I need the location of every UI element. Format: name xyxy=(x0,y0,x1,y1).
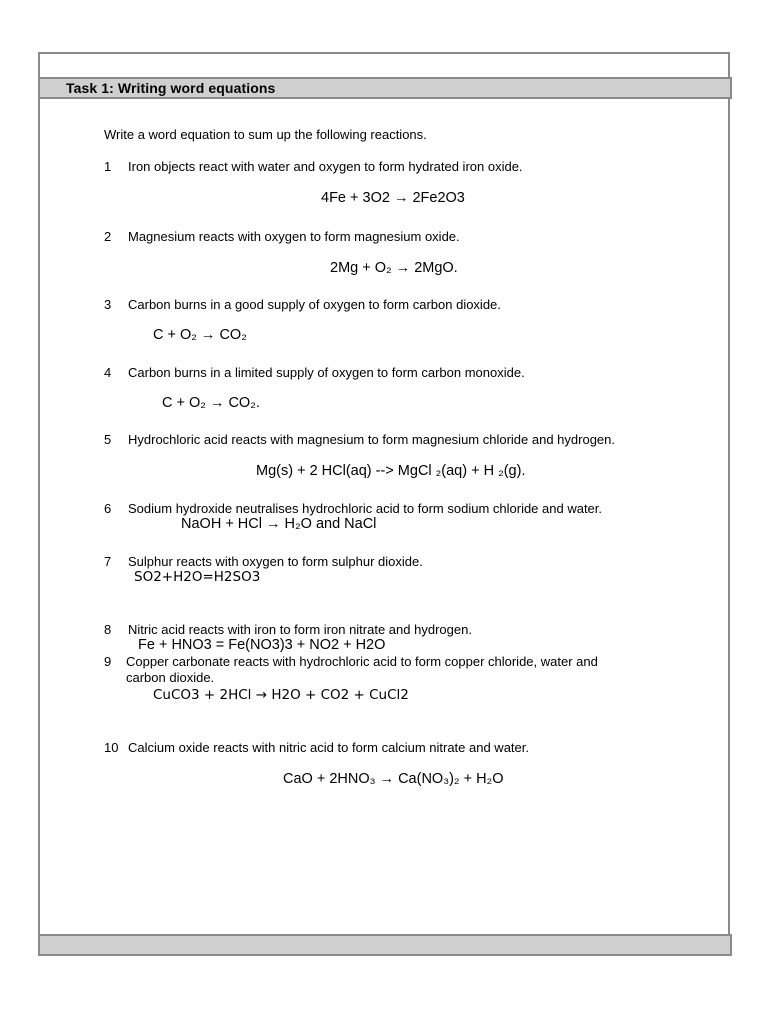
equation: Fe + HNO3 = Fe(NO3)3 + NO2 + H2O xyxy=(138,637,386,653)
item-number: 3 xyxy=(104,297,112,312)
item-text: Sodium hydroxide neutralises hydrochloric acid to form sodium chloride and water. xyxy=(128,501,603,516)
item-text: Magnesium reacts with oxygen to form magnesium oxide. xyxy=(128,229,460,244)
item-text: Carbon burns in a limited supply of oxygen to form carbon monoxide. xyxy=(128,365,525,380)
item-number: 5 xyxy=(104,432,112,447)
equation: C + O₂ → CO₂ xyxy=(153,327,247,343)
item-text: Hydrochloric acid reacts with magnesium to form magnesium chloride and hydrogen. xyxy=(128,432,615,447)
footer-band xyxy=(38,934,732,956)
equation: C + O₂ → CO₂. xyxy=(162,395,260,411)
item-text: Nitric acid reacts with iron to form iron nitrate and hydrogen. xyxy=(128,622,472,637)
equation: 4Fe + 3O2 → 2Fe2O3 xyxy=(321,190,465,206)
item-number: 9 xyxy=(104,654,112,669)
item-number: 1 xyxy=(104,159,112,174)
equation: CuCO3 + 2HCl → H2O + CO2 + CuCl2 xyxy=(153,687,409,703)
item-number: 2 xyxy=(104,229,112,244)
intro-text: Write a word equation to sum up the following reactions. xyxy=(104,127,427,142)
item-number: 6 xyxy=(104,501,112,516)
item-text-line1: Copper carbonate reacts with hydrochloric acid to form copper chloride, water and xyxy=(126,654,598,669)
equation: NaOH + HCl → H₂O and NaCl xyxy=(181,516,377,532)
equation: CaO + 2HNO₃ → Ca(NO₃)₂ + H₂O xyxy=(283,771,504,787)
item-text: Sulphur reacts with oxygen to form sulphur dioxide. xyxy=(128,554,423,569)
task-title: Task 1: Writing word equations xyxy=(66,80,276,96)
equation: 2Mg + O₂ → 2MgO. xyxy=(330,260,458,276)
item-text: Iron objects react with water and oxygen to form hydrated iron oxide. xyxy=(128,159,523,174)
item-number: 10 xyxy=(104,740,119,755)
item-number: 7 xyxy=(104,554,112,569)
item-number: 8 xyxy=(104,622,112,637)
item-text: Calcium oxide reacts with nitric acid to form calcium nitrate and water. xyxy=(128,740,529,755)
equation: SO2+H2O=H2SO3 xyxy=(134,569,261,585)
item-number: 4 xyxy=(104,365,112,380)
item-text: Carbon burns in a good supply of oxygen to form carbon dioxide. xyxy=(128,297,501,312)
equation: Mg(s) + 2 HCl(aq) --> MgCl ₂(aq) + H ₂(g). xyxy=(256,463,526,479)
item-text-line2: carbon dioxide. xyxy=(126,670,215,685)
